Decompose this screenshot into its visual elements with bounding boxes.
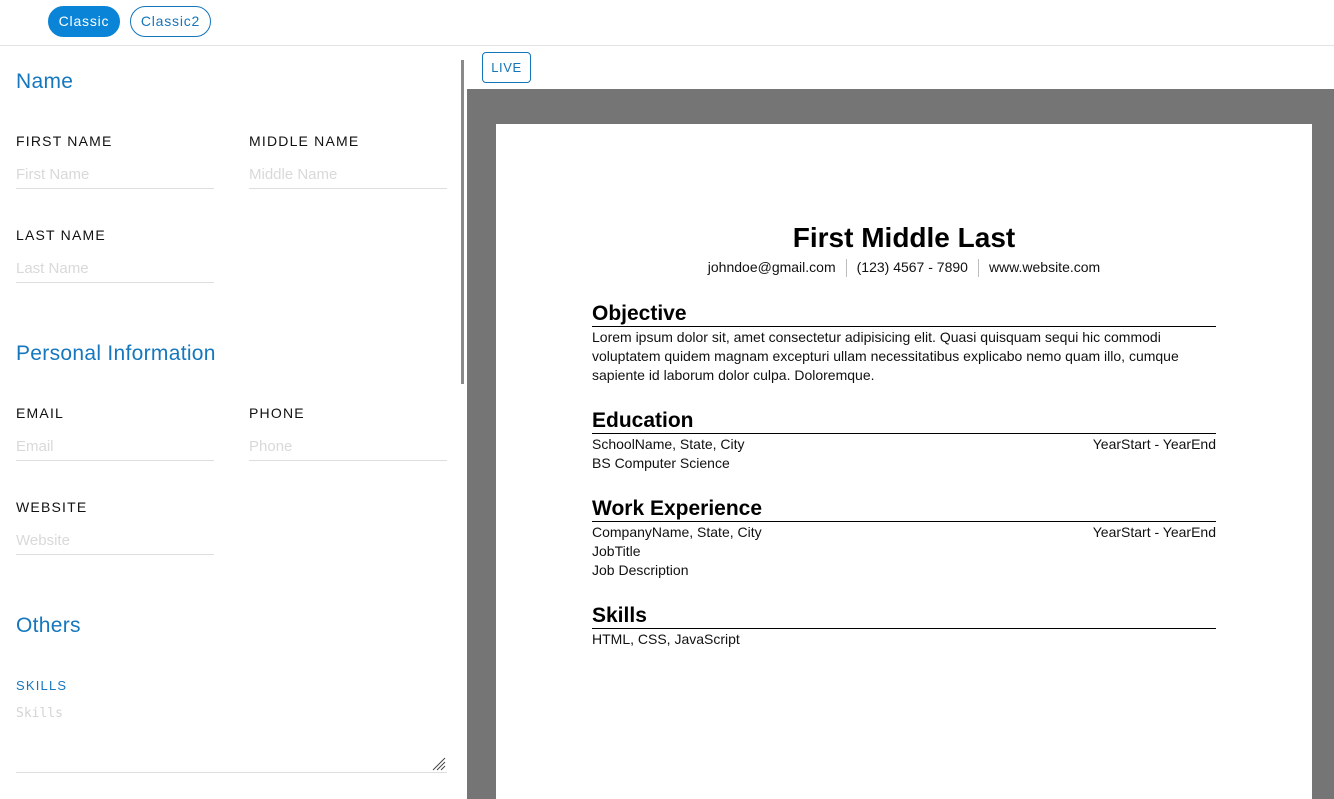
middle-name-input[interactable] bbox=[249, 161, 447, 189]
last-name-label: LAST NAME bbox=[16, 227, 106, 243]
email-label: EMAIL bbox=[16, 405, 65, 421]
work-experience-heading: Work Experience bbox=[592, 496, 1216, 522]
work-job-title: JobTitle bbox=[592, 543, 641, 559]
middle-name-label: MIDDLE NAME bbox=[249, 133, 360, 149]
education-years: YearStart - YearEnd bbox=[1092, 436, 1216, 452]
skills-label: SKILLS bbox=[16, 678, 68, 693]
education-school: SchoolName, State, City bbox=[592, 436, 745, 452]
form-panel-scrollbar[interactable] bbox=[461, 60, 464, 384]
email-input[interactable] bbox=[16, 433, 214, 461]
resume-phone: (123) 4567 - 7890 bbox=[856, 259, 968, 275]
last-name-input[interactable] bbox=[16, 255, 214, 283]
contact-separator bbox=[978, 259, 979, 277]
objective-heading: Objective bbox=[592, 301, 1216, 327]
resume-website: www.website.com bbox=[988, 259, 1101, 275]
phone-input[interactable] bbox=[249, 433, 447, 461]
first-name-input[interactable] bbox=[16, 161, 214, 189]
resume-contact-line bbox=[592, 259, 1216, 277]
work-job-description: Job Description bbox=[592, 562, 689, 578]
skills-list: HTML, CSS, JavaScript bbox=[592, 631, 740, 647]
skills-textarea[interactable] bbox=[16, 700, 447, 773]
resume-full-name: First Middle Last bbox=[792, 222, 1016, 253]
live-preview-button[interactable]: LIVE bbox=[482, 52, 531, 83]
education-heading: Education bbox=[592, 408, 1216, 434]
resume-email: johndoe@gmail.com bbox=[707, 259, 836, 275]
template-classic-button[interactable]: Classic bbox=[48, 6, 120, 37]
objective-line-3: sapiente id laborum dolor culpa. Doloremque. bbox=[592, 367, 875, 383]
name-section-title: Name bbox=[16, 70, 74, 93]
first-name-label: FIRST NAME bbox=[16, 133, 113, 149]
work-company: CompanyName, State, City bbox=[592, 524, 762, 540]
objective-line-1: Lorem ipsum dolor sit, amet consectetur adipisicing elit. Quasi quisquam sequi hic commodi bbox=[592, 329, 1161, 345]
website-label: WEBSITE bbox=[16, 499, 88, 515]
resize-grip-icon[interactable] bbox=[432, 757, 446, 771]
website-input[interactable] bbox=[16, 527, 214, 555]
others-section-title: Others bbox=[16, 614, 81, 637]
template-switcher-bar bbox=[0, 0, 1334, 46]
skills-heading: Skills bbox=[592, 603, 1216, 629]
contact-separator bbox=[846, 259, 847, 277]
objective-line-2: voluptatem quidem magnam excepturi ullam necessitatibus explicabo nemo quam illo, cumque bbox=[592, 348, 1179, 364]
work-years: YearStart - YearEnd bbox=[1092, 524, 1216, 540]
template-classic2-button[interactable]: Classic2 bbox=[130, 6, 211, 37]
personal-info-section-title: Personal Information bbox=[16, 342, 216, 365]
form-panel bbox=[0, 47, 462, 799]
education-degree: BS Computer Science bbox=[592, 455, 730, 471]
phone-label: PHONE bbox=[249, 405, 305, 421]
